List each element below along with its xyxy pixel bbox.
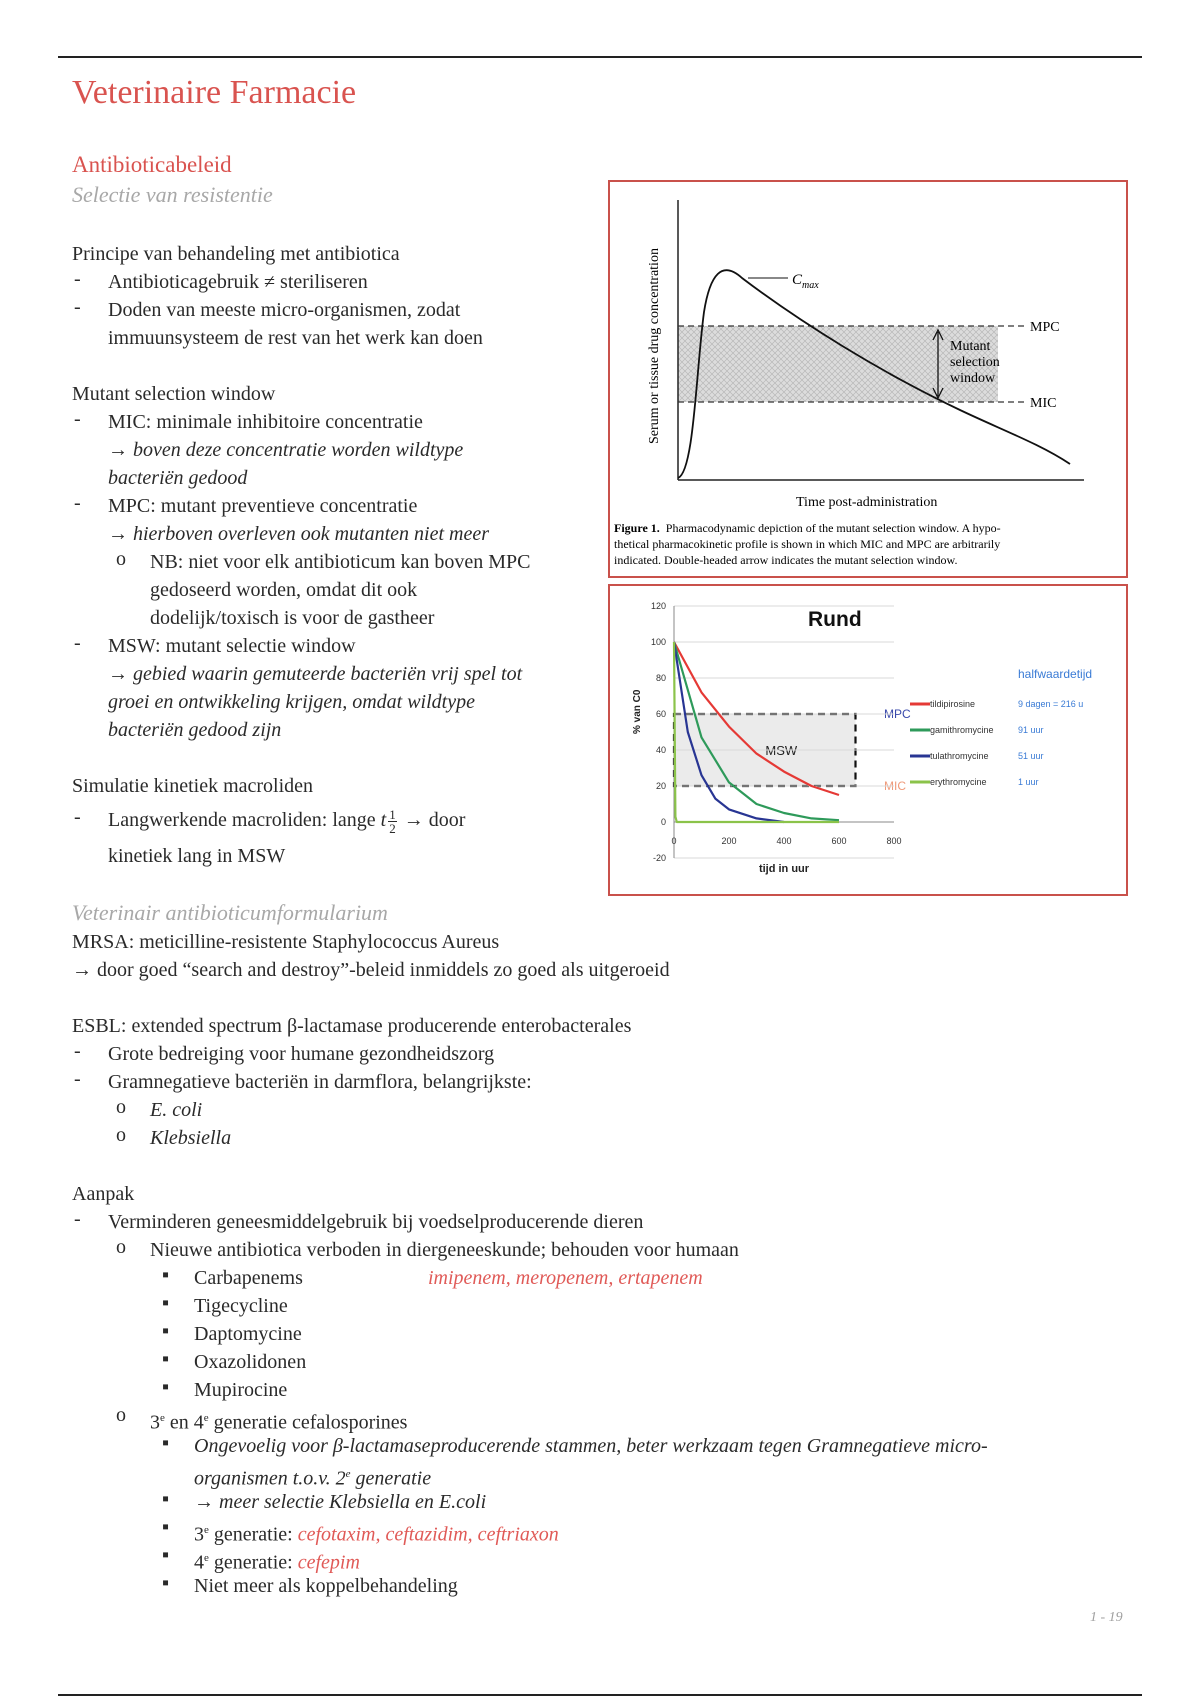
dash-marker: - [74, 1040, 81, 1062]
cef-note-2: organismen t.o.v. 2e generatie [194, 1467, 432, 1490]
principe-item-1: Antibioticagebruik ≠ steriliseren [108, 271, 368, 293]
y-tick-label: -20 [652, 853, 666, 863]
y-tick-label: 80 [655, 673, 666, 683]
drug-tigecycline: Tigecycline [194, 1295, 288, 1317]
bottom-rule [58, 1694, 1142, 1696]
gen4-line: 4e generatie: cefepim [194, 1551, 360, 1574]
x-tick-label: 0 [671, 836, 677, 846]
mpc-label: MPC [1030, 320, 1060, 335]
simulatie-heading: Simulatie kinetiek macroliden [72, 775, 314, 797]
msw-note-3: bacteriën gedood zijn [108, 719, 282, 741]
msw-item: MSW: mutant selectie window [108, 635, 356, 657]
circle-marker: o [116, 548, 126, 570]
nb-line-3: dodelijk/toxisch is voor de gastheer [150, 607, 435, 629]
legend-halflife: 9 dagen = 216 u [1018, 699, 1084, 709]
half-fraction [388, 808, 397, 835]
legend-halflife: 1 uur [1018, 777, 1039, 787]
drug-daptomycine: Daptomycine [194, 1323, 302, 1345]
fraction-numerator: 1 [389, 806, 396, 822]
subsection-heading: Selectie van resistentie [72, 182, 273, 207]
dash-marker: - [74, 296, 81, 318]
y-tick-label: 120 [650, 601, 666, 611]
caption-line-3: indicated. Double-headed arrow indicates the mutant selection window. [614, 553, 958, 567]
simulatie-item-pre: Langwerkende macroliden: lange [108, 809, 376, 831]
square-marker: ▪ [162, 1348, 170, 1370]
nb-line-1: NB: niet voor elk antibioticum kan boven MPC [150, 551, 531, 573]
esbl-item-2: Gramnegatieve bacteriën in darmflora, belangrijkste: [108, 1071, 532, 1093]
chart-frame [608, 584, 1128, 896]
legend-series-name: tildipirosine [930, 699, 976, 709]
square-marker: ▪ [162, 1376, 170, 1398]
square-marker: ▪ [162, 1320, 170, 1342]
msw-note-1: → gebied waarin gemuteerde bacteriën vrij spel tot [108, 663, 523, 685]
square-marker: ▪ [162, 1292, 170, 1314]
page-title: Veterinaire Farmacie [72, 74, 357, 111]
principe-item-2: Doden van meeste micro-organismen, zodat [108, 299, 461, 321]
drug-mupirocine: Mupirocine [194, 1379, 288, 1401]
aanpak-item: Verminderen geneesmiddelgebruik bij voedselproducerende dieren [108, 1211, 644, 1233]
circle-marker: o [116, 1404, 126, 1426]
circle-marker: o [116, 1236, 126, 1258]
window-label-1: Mutant [950, 339, 991, 354]
circle-marker: o [116, 1124, 126, 1146]
legend-series-name: tulathromycine [930, 751, 989, 761]
figure-1-frame [608, 180, 1128, 578]
dash-marker: - [74, 806, 81, 828]
square-marker: ▪ [162, 1264, 170, 1286]
gen3-drugs: cefotaxim, ceftazidim, ceftriaxon [297, 1523, 559, 1546]
square-marker: ▪ [162, 1488, 170, 1510]
y-tick-label: 100 [650, 637, 666, 647]
msw-label: MSW [765, 743, 798, 758]
rund-chart [610, 586, 1126, 894]
t-symbol: t [380, 809, 387, 831]
window-label-2: selection [950, 355, 1000, 370]
gen3-line: 3e generatie: cefotaxim, ceftazidim, ceftriaxon [194, 1523, 559, 1546]
dash-marker: - [74, 1208, 81, 1230]
square-marker: ▪ [162, 1516, 170, 1538]
simulatie-item [108, 806, 465, 835]
cef-note-1: Ongevoelig voor β-lactamaseproducerende stammen, beter werkzaam tegen Gramnegatieve micro- [194, 1435, 988, 1457]
mpc-note: → hierboven overleven ook mutanten niet meer [108, 523, 489, 545]
cef-note-3: → meer selectie Klebsiella en E.coli [194, 1491, 487, 1513]
y-tick-label: 40 [655, 745, 666, 755]
page-number: 1 - 19 [1090, 1610, 1123, 1625]
chart-x-label: tijd in uur [758, 863, 810, 875]
top-rule [58, 56, 1142, 58]
legend-halflife: 51 uur [1018, 751, 1044, 761]
chart-title: Rund [808, 608, 862, 631]
simulatie-item-cont: kinetiek lang in MSW [108, 845, 286, 867]
x-tick-label: 800 [886, 836, 902, 846]
caption-line-1: Figure 1. Pharmacodynamic depiction of the mutant selection window. A hypo- [614, 521, 1001, 535]
mpc-item: MPC: mutant preventieve concentratie [108, 495, 418, 517]
mic-note-2: bacteriën gedood [108, 467, 248, 489]
simulatie-item-post: → door [403, 809, 466, 831]
cmax-label: $C_{max}$ [792, 272, 819, 291]
aanpak-sub-2: 3e en 4e generatie cefalosporines [150, 1411, 408, 1434]
drug-carbapenems: Carbapenems [194, 1267, 303, 1289]
mic-item: MIC: minimale inhibitoire concentratie [108, 411, 423, 433]
formularium-heading: Veterinair antibioticumformularium [72, 900, 388, 925]
fraction-denominator: 2 [389, 820, 396, 836]
last-item: Niet meer als koppelbehandeling [194, 1575, 458, 1597]
square-marker: ▪ [162, 1572, 170, 1594]
legend-series-name: gamithromycine [930, 725, 994, 735]
principe-heading: Principe van behandeling met antibiotica [72, 243, 400, 265]
dash-marker: - [74, 1068, 81, 1090]
square-marker: ▪ [162, 1432, 170, 1454]
y-tick-label: 20 [655, 781, 666, 791]
nb-line-2: gedoseerd worden, omdat dit ook [150, 579, 418, 601]
legend-halflife: 91 uur [1018, 725, 1044, 735]
mic-label: MIC [1030, 396, 1057, 411]
dash-marker: - [74, 632, 81, 654]
section-heading: Antibioticabeleid [72, 152, 232, 177]
mic-note-1: → boven deze concentratie worden wildtype [108, 439, 464, 461]
figure-1-plot [610, 182, 1126, 576]
msw-note-2: groei en ontwikkeling krijgen, omdat wildtype [108, 691, 475, 713]
aanpak-sub-1: Nieuwe antibiotica verboden in diergeneeskunde; behouden voor humaan [150, 1239, 739, 1261]
dash-marker: - [74, 492, 81, 514]
dash-marker: - [74, 408, 81, 430]
mrsa-line: MRSA: meticilline-resistente Staphylococcus Aureus [72, 931, 500, 953]
x-tick-label: 400 [776, 836, 792, 846]
drug-oxazolidonen: Oxazolidonen [194, 1351, 307, 1373]
msw-heading: Mutant selection window [72, 383, 276, 405]
x-tick-label: 200 [721, 836, 737, 846]
mic-level-label: MIC [884, 779, 906, 793]
window-label-3: window [950, 371, 996, 386]
legend-title: halfwaardetijd [1018, 667, 1093, 681]
gen4-drugs: cefepim [297, 1551, 360, 1574]
chart-y-label: % van C0 [632, 689, 643, 734]
esbl-sub-ecoli: E. coli [150, 1099, 203, 1121]
esbl-sub-klebsiella: Klebsiella [150, 1127, 232, 1149]
mrsa-note: → door goed “search and destroy”-beleid inmiddels zo goed als uitgeroeid [72, 959, 670, 981]
x-tick-label: 600 [831, 836, 847, 846]
circle-marker: o [116, 1096, 126, 1118]
esbl-line: ESBL: extended spectrum β-lactamase producerende enterobacterales [72, 1015, 632, 1037]
aanpak-heading: Aanpak [72, 1183, 135, 1205]
principe-item-2-cont: immuunsysteem de rest van het werk kan doen [108, 327, 483, 349]
legend-series-name: erythromycine [930, 777, 987, 787]
figure-1-x-label: Time post-administration [796, 495, 938, 510]
esbl-item-1: Grote bedreiging voor humane gezondheidszorg [108, 1043, 495, 1065]
square-marker: ▪ [162, 1544, 170, 1566]
y-tick-label: 0 [660, 817, 666, 827]
dash-marker: - [74, 268, 81, 290]
figure-1-y-label: Serum or tissue drug concentration [647, 248, 662, 444]
y-tick-label: 60 [655, 709, 666, 719]
mpc-level-label: MPC [884, 707, 911, 721]
caption-line-2: thetical pharmacokinetic profile is shown in which MIC and MPC are arbitrarily [614, 537, 1001, 551]
carbapenem-examples: imipenem, meropenem, ertapenem [428, 1267, 703, 1289]
